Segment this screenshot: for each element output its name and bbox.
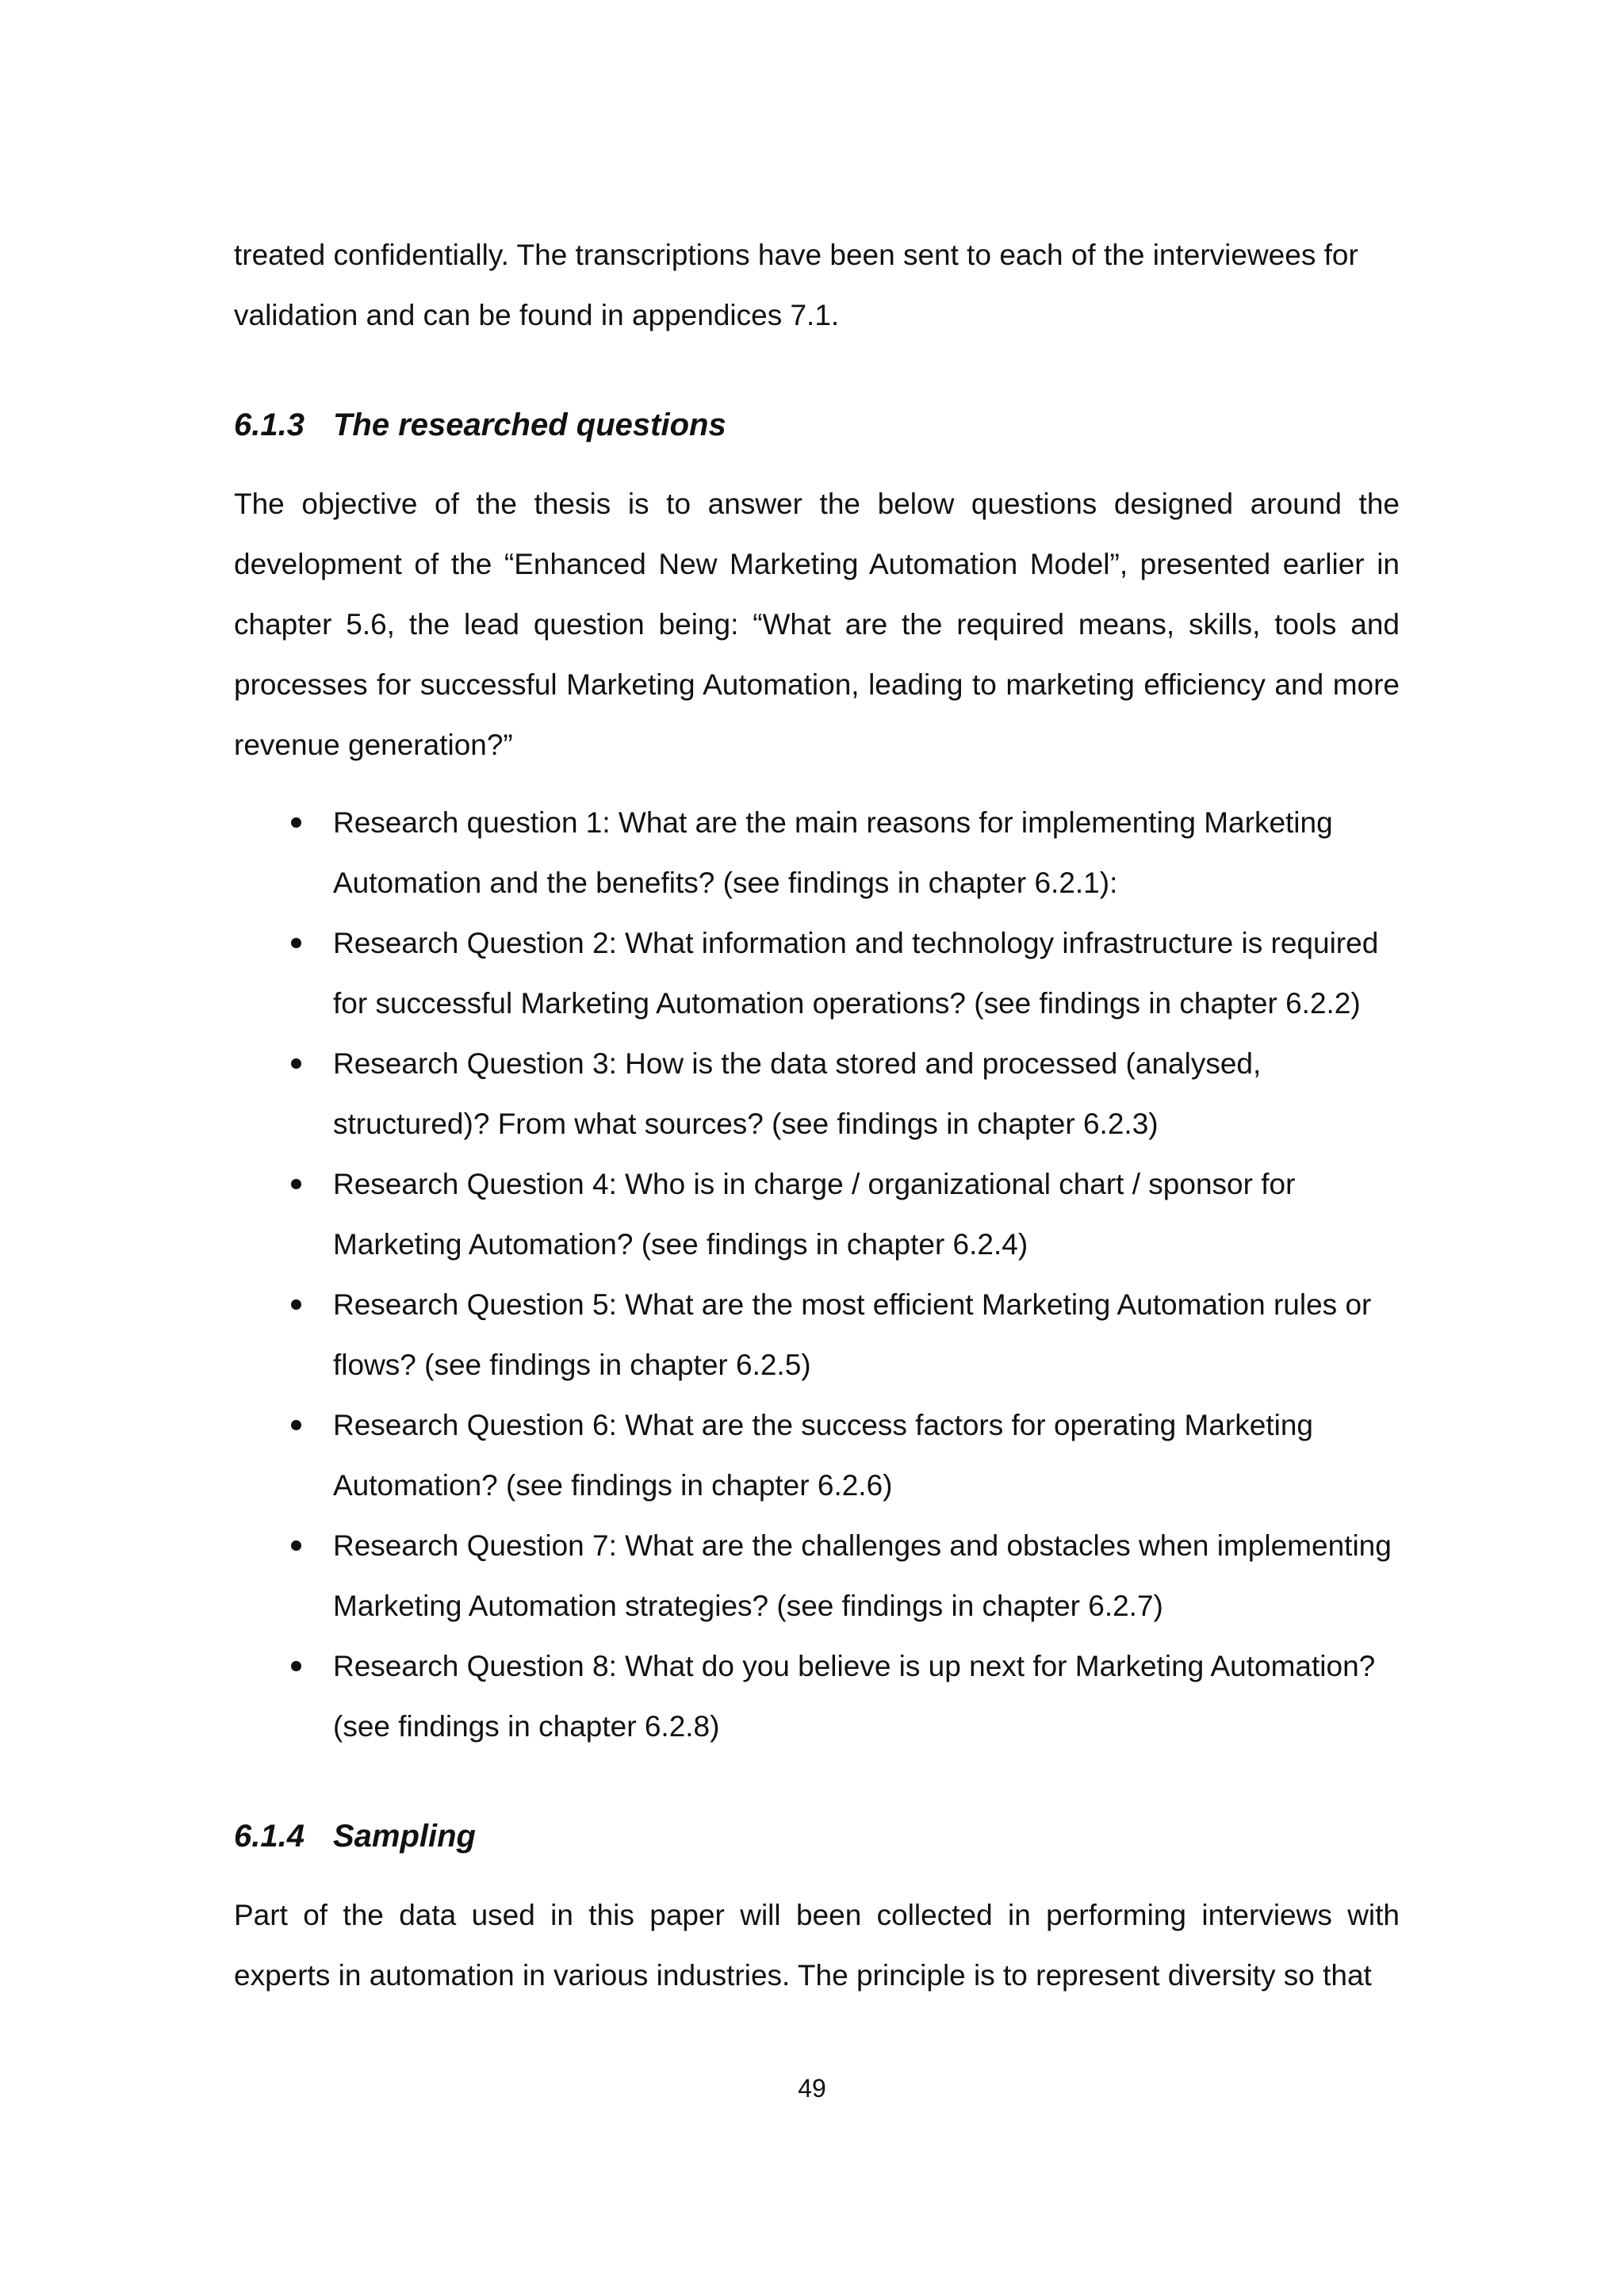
list-item (234, 1516, 1400, 1636)
bullet-icon (234, 1154, 333, 1215)
bullet-icon (234, 1395, 333, 1456)
section-heading-6-1-4 (234, 1806, 1400, 1866)
bullet-icon (234, 913, 333, 974)
list-item (234, 1636, 1400, 1757)
section-number: 6.1.4 (234, 1819, 304, 1854)
section-title: The researched questions (332, 408, 726, 442)
list-item (234, 1395, 1400, 1516)
list-item (234, 1034, 1400, 1154)
page-content (234, 225, 1400, 2006)
section-title: Sampling (332, 1819, 476, 1854)
list-item-text: Research Question 6: What are the success factors for operating Marketing Automation? (see findings in chapter 6.2.6) (333, 1409, 1313, 1502)
list-item-text: Research Question 3: How is the data stored and processed (analysed, structured)? From what sources? (see findings in chapter 6.2.3) (333, 1047, 1262, 1140)
list-item (234, 793, 1400, 913)
list-item-text: Research Question 2: What information and technology infrastructure is required for successful Marketing Automation operations? (see findings in chapter 6.2.2) (333, 927, 1379, 1020)
bullet-icon (234, 793, 333, 853)
list-item-text: Research Question 5: What are the most efficient Marketing Automation rules or flows? (see findings in chapter 6.2.5) (333, 1288, 1372, 1381)
list-item-text: Research Question 7: What are the challenges and obstacles when implementing Marketing Automation strategies? (see findings in chapter 6.2.7) (333, 1529, 1392, 1622)
bullet-icon (234, 1636, 333, 1697)
bullet-icon (234, 1275, 333, 1335)
sampling-paragraph: Part of the data used in this paper will been collected in performing interviews with experts in automation in various industries. The principle is to represent diversity so that (234, 1899, 1400, 1992)
section-heading-6-1-3 (234, 395, 1400, 455)
research-questions-list (234, 793, 1400, 1757)
list-item (234, 1154, 1400, 1275)
list-item (234, 1275, 1400, 1395)
objective-paragraph: The objective of the thesis is to answer the below questions designed around the development of the “Enhanced New Marketing Automation Model”, presented earlier in chapter 5.6, the lead question being: “What are the required means, skills, tools and processes for successful Marketing Automation, leading to marketing efficiency and more revenue generation?” (234, 488, 1400, 761)
page-number: 49 (798, 2074, 826, 2103)
list-item-text: Research question 1: What are the main reasons for implementing Marketing Automation and the benefits? (see findings in chapter 6.2.1): (333, 806, 1333, 899)
bullet-icon (234, 1034, 333, 1094)
list-item-text: Research Question 4: Who is in charge / organizational chart / sponsor for Marketing Automation? (see findings in chapter 6.2.4) (333, 1168, 1296, 1261)
section-number: 6.1.3 (234, 408, 304, 442)
bullet-icon (234, 1516, 333, 1576)
list-item-text: Research Question 8: What do you believe is up next for Marketing Automation? (see findings in chapter 6.2.8) (333, 1650, 1376, 1743)
intro-paragraph: treated confidentially. The transcriptions have been sent to each of the interviewees for validation and can be found in appendices 7.1. (234, 239, 1358, 331)
list-item (234, 913, 1400, 1034)
